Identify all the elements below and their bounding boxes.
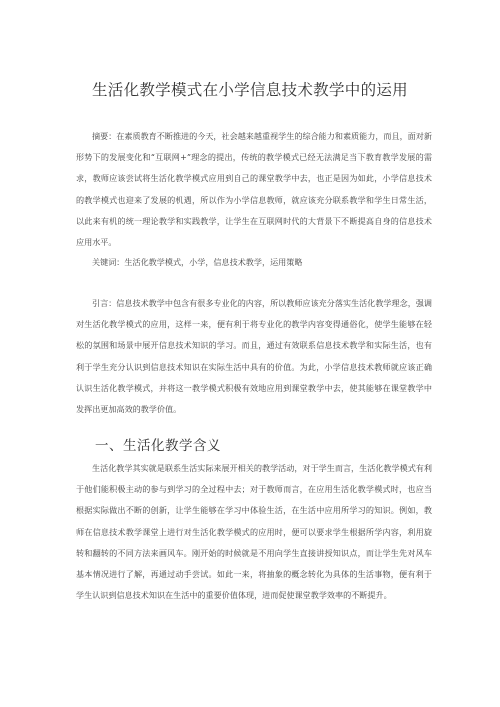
section-heading: 一、生活化教学含义 <box>95 438 221 454</box>
document-title: 生活化教学模式在小学信息技术教学中的运用 <box>91 81 408 99</box>
abstract-paragraph: 摘要：在素质教育不断推进的今天，社会越来越重视学生的综合能力和素质能力，而且，面对新形势下的发展变化和“互联网+”理念的提出，传统的教学模式已经无法满足当下教育教学发展的需求，教师应该尝试将生活化教学模式应用到自己的课堂教学中去，也正是因为如此，小学信息技术的教学模式也迎来了发展的机遇，所以作为小学信息教师，就应该充分联系教学和学生日常生活，以此来有机的统一理论教学和实践教学，让学生在互联网时代的大背景下不断提高自身的信息技术应用水平。 <box>76 131 432 248</box>
intro-paragraph: 引言：信息技术教学中包含有很多专业化的内容，所以教师应该充分落实生活化教学理念，强调对生活化教学模式的应用，这样一来，便有利于将专业化的教学内容变得通俗化，使学生能够在轻松的氛围和场景中展开信息技术知识的学习。而且，通过有效联系信息技术教学和实际生活，也有利于学生充分认识到信息技术知识在实际生活中具有的价值。为此，小学信息技术教师就应该正确认识生活化教学模式，并将这一教学模式积极有效地应用到课堂教学中去，使其能够在课堂教学中发挥出更加高效的教学价值。 <box>76 298 432 415</box>
section-body-paragraph: 生活化教学其实就是联系生活实际来展开相关的教学活动，对于学生而言，生活化教学模式有利于他们能积极主动的参与到学习的全过程中去；对于教师而言，在应用生活化教学模式时，也应当根据实际做出不断的创新，让学生能够在学习中体验生活，在生活中应用所学习的知识。例如，教师在信息技术教学课堂上进行对生活化教学模式的应用时，便可以要求学生根据所学内容，利用旋转和翻转的不同方法来画风车。刚开始的时候就是不用向学生直接讲授知识点，而让学生先对风车基本情况进行了解，再通过动手尝试。如此一来，将抽象的概念转化为具体的生活事物，便有利于学生认识到信息技术知识在生活中的重要价值体现，进而促使课堂教学效率的不断提升。 <box>76 463 432 601</box>
keywords-paragraph: 关键词：生活化教学模式，小学，信息技术教学，运用策略 <box>92 257 303 267</box>
